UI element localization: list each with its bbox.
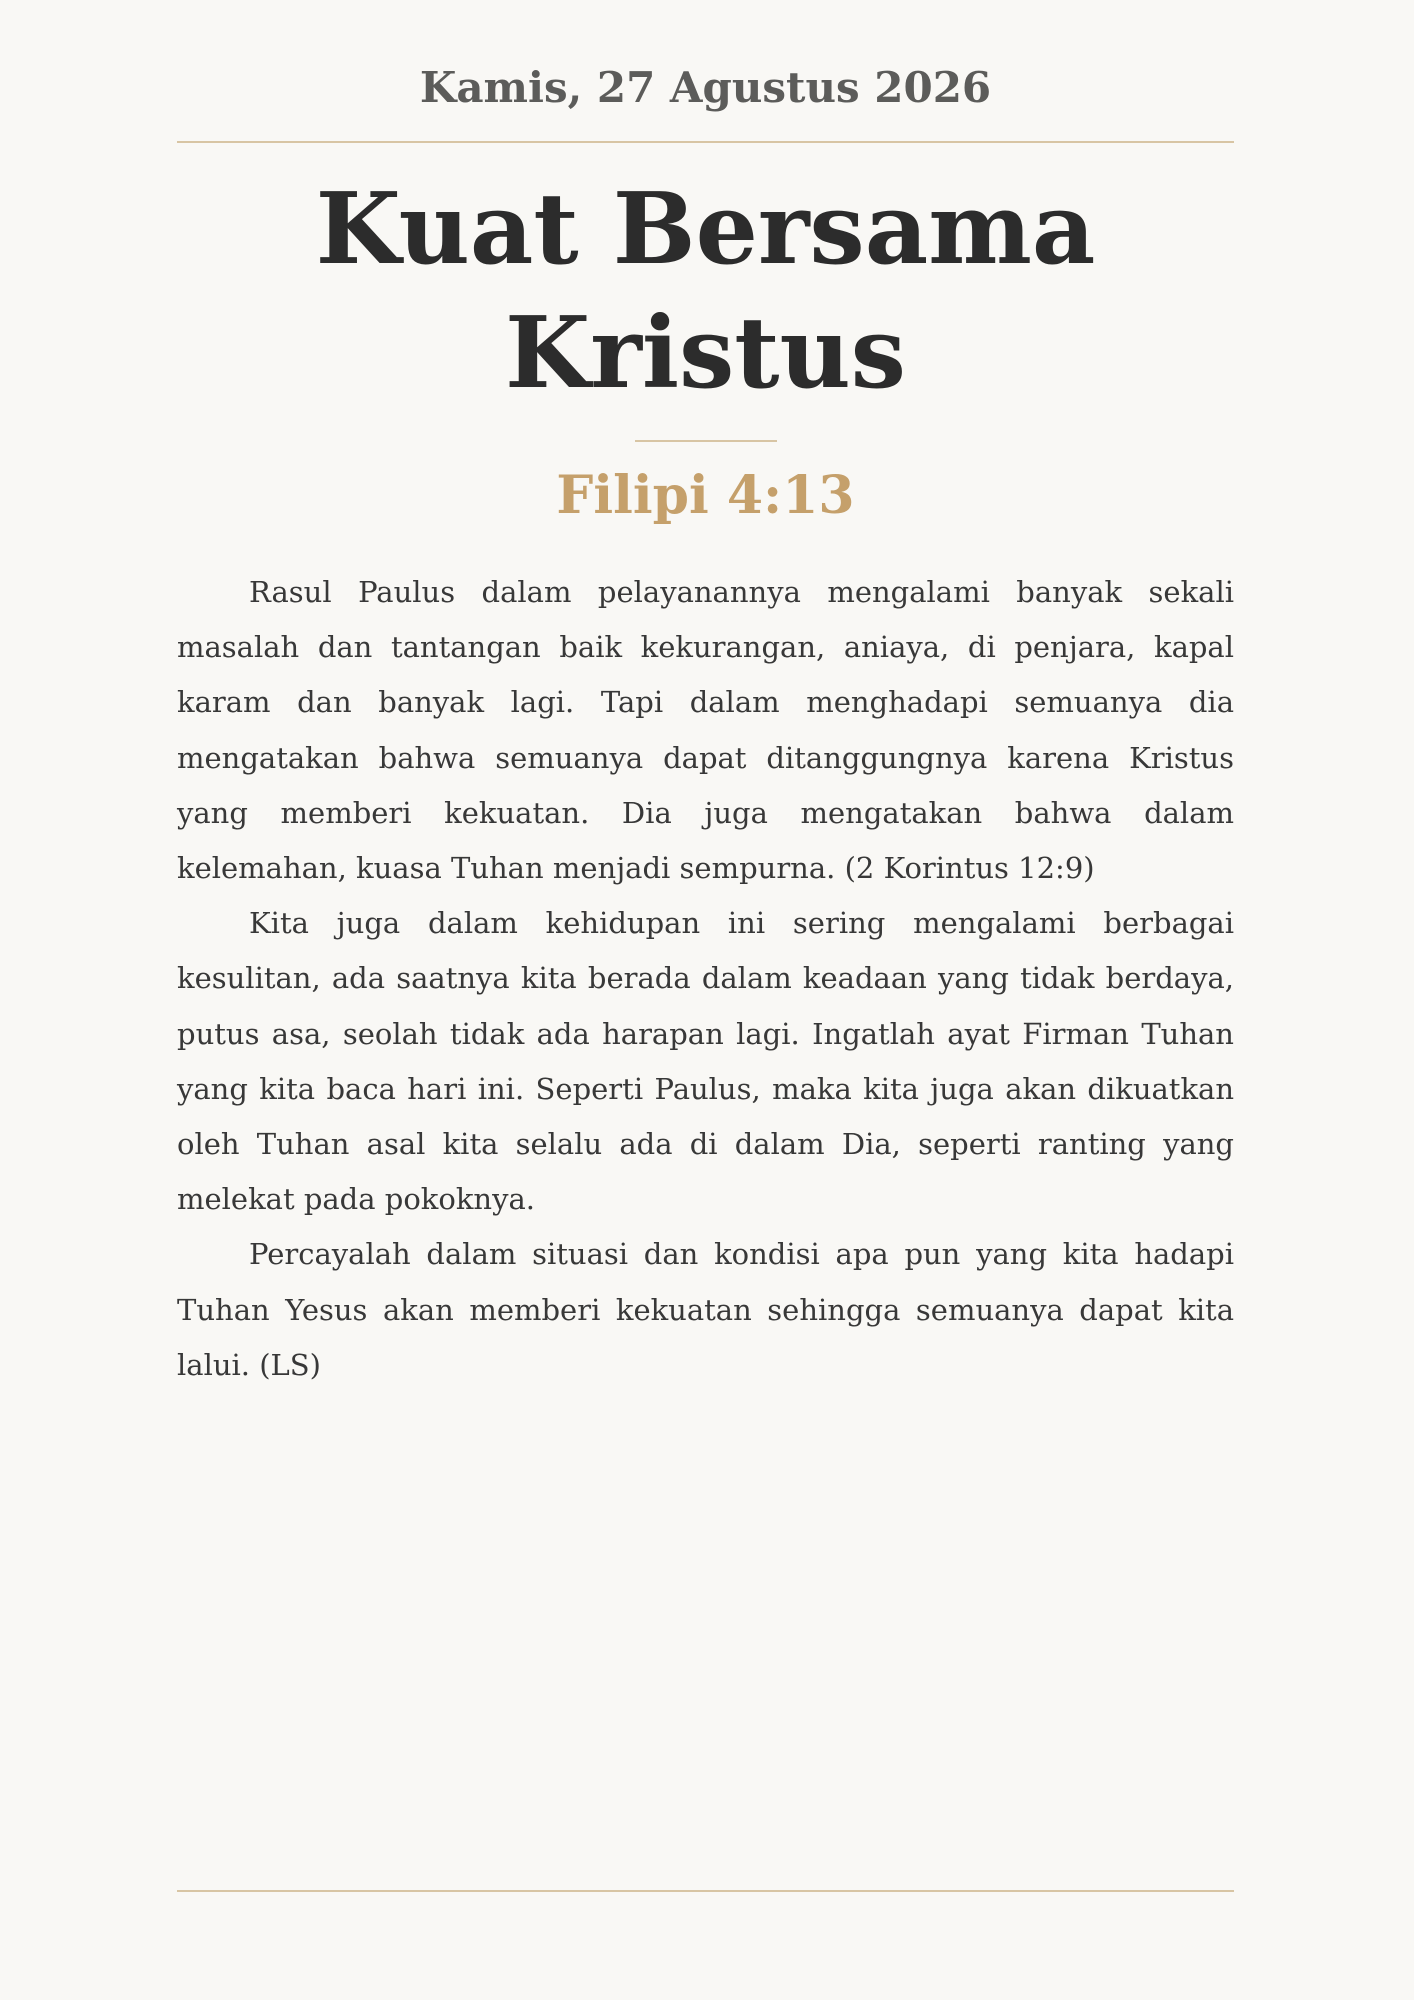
devotional-page (177, 0, 1234, 2000)
verse-reference: Filipi 4:13 (556, 465, 855, 526)
devotional-title: Kuat Bersama Kristus (315, 172, 1096, 411)
body-paragraph: Kita juga dalam kehidupan ini sering mengalami berbagai kesulitan, ada saatnya kita berada dalam keadaan yang tidak berdaya, putus asa, seolah tidak ada harapan lagi. Ingatlah ayat Firman Tuhan yang kita baca hari ini. Seperti Paulus, maka kita juga akan dikuatkan oleh Tuhan asal kita selalu ada di dalam Dia, seperti ranting yang melekat pada pokoknya. (177, 906, 1234, 1217)
title-divider (635, 440, 777, 442)
date-heading: Kamis, 27 Agustus 2026 (419, 63, 992, 112)
devotional-body (177, 565, 1234, 1393)
top-divider (177, 141, 1234, 143)
bottom-divider (177, 1890, 1234, 1892)
body-paragraph: Percayalah dalam situasi dan kondisi apa pun yang kita hadapi Tuhan Yesus akan memberi kekuatan sehingga semuanya dapat kita lalui. (LS) (177, 1237, 1234, 1382)
body-paragraph: Rasul Paulus dalam pelayanannya mengalami banyak sekali masalah dan tantangan baik kekurangan, aniaya, di penjara, kapal karam dan banyak lagi. Tapi dalam menghadapi semuanya dia mengatakan bahwa semuanya dapat ditanggungnya karena Kristus yang memberi kekuatan. Dia juga mengatakan bahwa dalam kelemahan, kuasa Tuhan menjadi sempurna. (2 Korintus 12:9) (177, 575, 1234, 886)
